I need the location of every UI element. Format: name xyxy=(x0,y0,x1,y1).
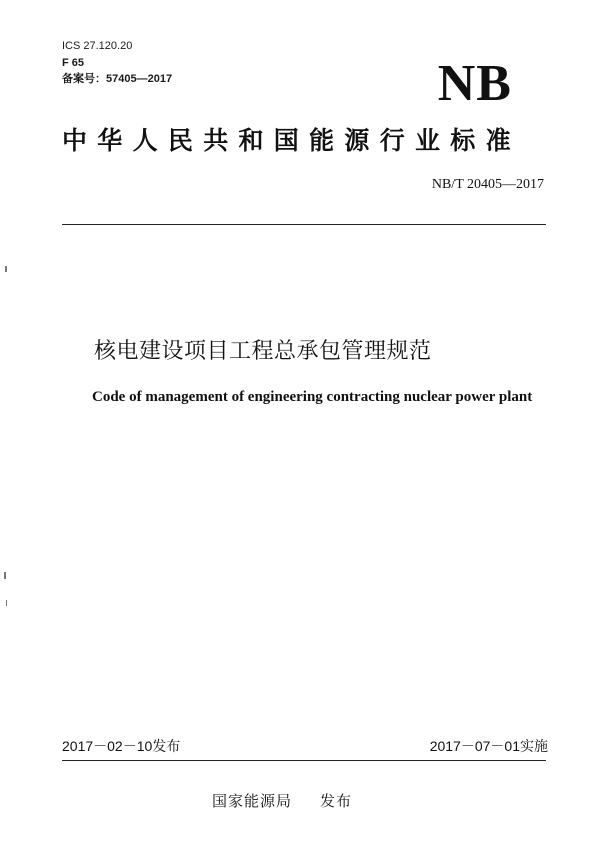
document-title-english: Code of management of engineering contracting nuclear power plant xyxy=(92,389,533,405)
standard-number: NB/T 20405—2017 xyxy=(431,177,544,192)
ics-code: ICS 27.120.20 xyxy=(62,40,133,52)
footer-divider xyxy=(62,760,546,761)
scan-speck xyxy=(6,600,7,606)
record-number: 备案号：57405—2017 xyxy=(62,73,173,85)
publisher-line xyxy=(212,791,352,811)
scan-speck xyxy=(4,572,6,579)
issue-date: 2017－02－10发布 xyxy=(62,738,181,754)
organization-title: 中华人民共和国能源行业标准 xyxy=(62,126,521,155)
header-divider xyxy=(62,224,546,225)
classification-code: F 65 xyxy=(62,57,85,69)
publisher-name: 国家能源局 xyxy=(212,792,293,810)
publisher-action: 发布 xyxy=(320,792,353,810)
document-title-chinese: 核电建设项目工程总承包管理规范 xyxy=(94,339,432,364)
scan-speck xyxy=(5,266,7,272)
implementation-date: 2017－07－01实施 xyxy=(429,738,548,754)
nb-logo: NB xyxy=(437,55,512,112)
